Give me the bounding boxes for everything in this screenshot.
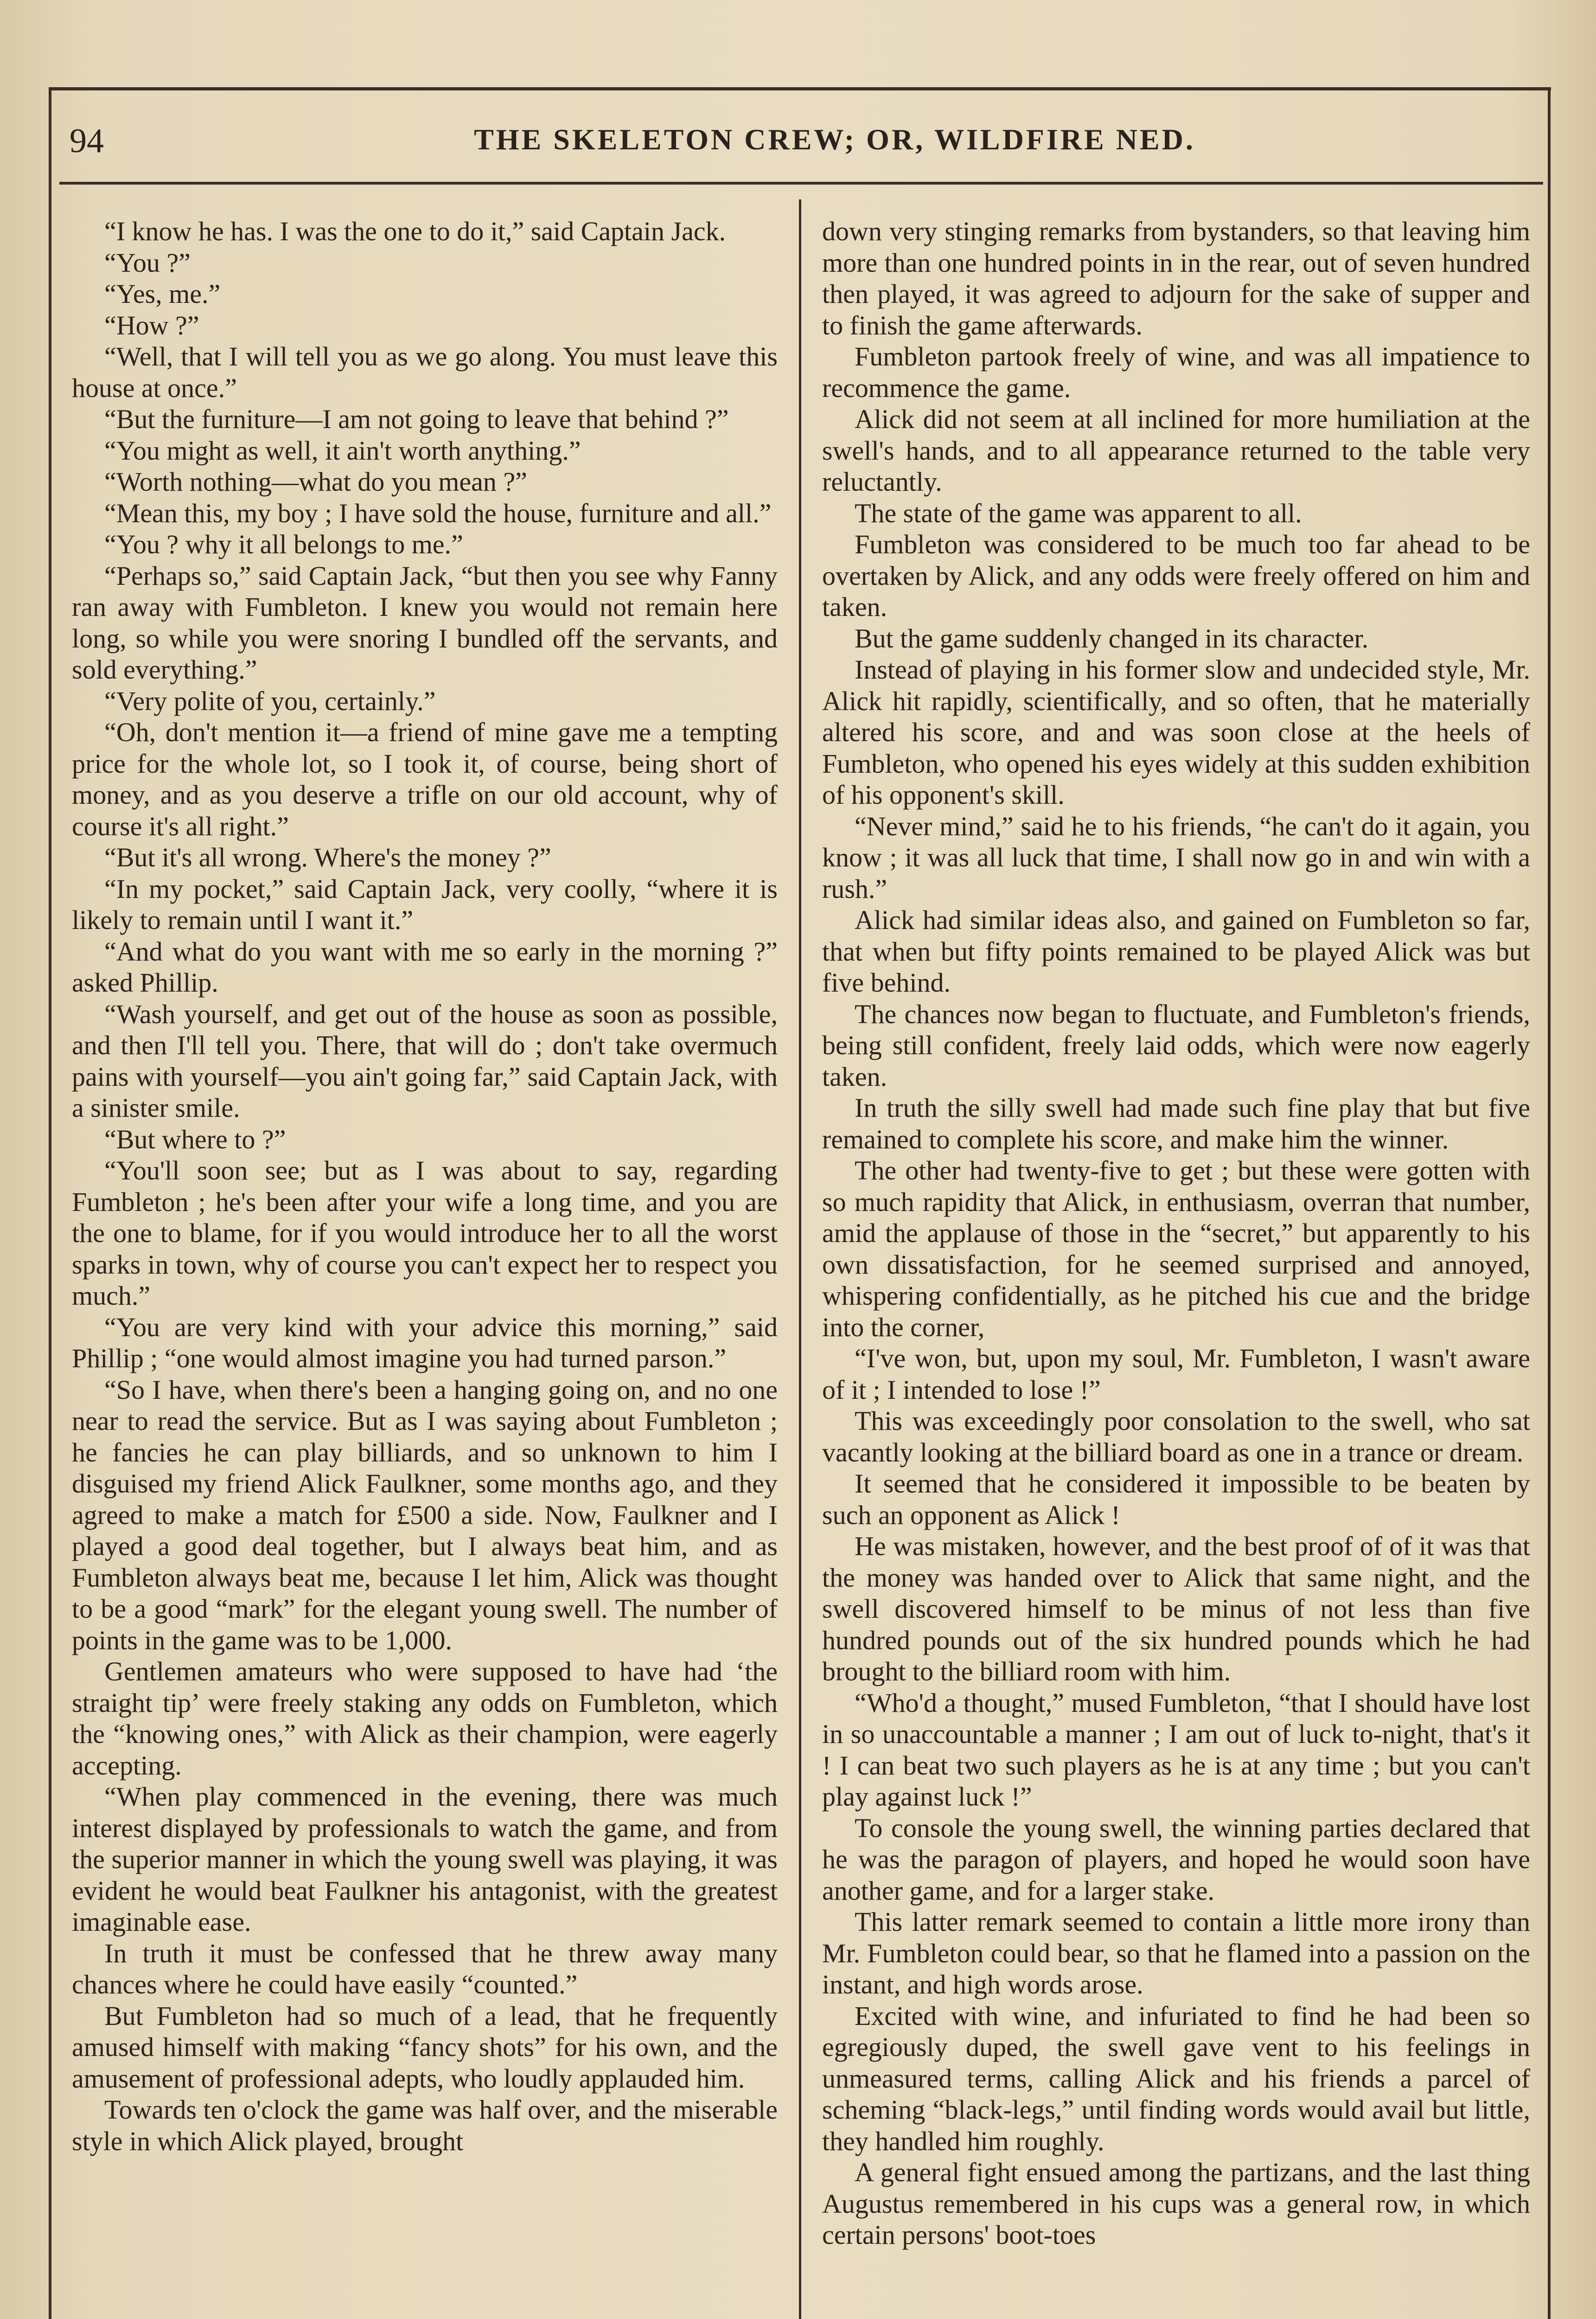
paragraph: Alick did not seem at all inclined for more humiliation at the swell's hands, and to all appearance returned to the table very reluctantly. — [822, 404, 1530, 497]
paragraph: Fumbleton was considered to be much too far ahead to be overtaken by Alick, and any odds were freely offered on him and taken. — [822, 529, 1530, 622]
paragraph: “Never mind,” said he to his friends, “he can't do it again, you know ; it was all luck that time, I shall now go in and win with a rush.” — [822, 811, 1530, 904]
paragraph: “You are very kind with your advice this morning,” said Phillip ; “one would almost imagine you had turned parson.” — [72, 1312, 778, 1373]
column-divider — [799, 199, 801, 2319]
paragraph: This latter remark seemed to contain a little more irony than Mr. Fumbleton could bear, so that he flamed into a passion on the instant, and high words arose. — [822, 1907, 1530, 1999]
paragraph: “But the furniture—I am not going to leave that behind ?” — [104, 404, 729, 434]
paragraph: “Very polite of you, certainly.” — [104, 685, 436, 716]
paragraph: “Who'd a thought,” mused Fumbleton, “that I should have lost in so unaccountable a manner ; I am out of luck to-night, that's it ! I can beat two such players as he is at any time ; but you can't play against luck !” — [822, 1687, 1530, 1812]
paragraph: “Well, that I will tell you as we go along. You must leave this house at once.” — [72, 341, 778, 403]
paragraph: In truth it must be confessed that he threw away many chances where he could have easily “counted.” — [72, 1938, 778, 1999]
paragraph: Instead of playing in his former slow and undecided style, Mr. Alick hit rapidly, scientifically, and so often, that he materially altered his score, and and was soon close at the heels of Fumbleton, who opened his eyes widely at this sudden exhibition of his opponent's skill. — [822, 654, 1530, 810]
paragraph: But the game suddenly changed in its character. — [855, 623, 1369, 653]
paragraph: “Oh, don't mention it—a friend of mine gave me a tempting price for the whole lot, so I took it, of course, being short of money, and as you deserve a trifle on our old account, why of course it's all right.” — [72, 717, 778, 841]
paragraph: “In my pocket,” said Captain Jack, very coolly, “where it is likely to remain until I want it.” — [72, 873, 778, 935]
paragraph: “You'll soon see; but as I was about to say, regarding Fumbleton ; he's been after your wife a long time, and you are the one to blame, for if you would introduce her to all the worst sparks in town, why of course you can't expect her to respect you much.” — [72, 1155, 778, 1311]
paragraph: Gentlemen amateurs who were supposed to have had ‘the straight tip’ were freely staking any odds on Fumbleton, which the “knowing ones,” with Alick as their champion, were eagerly accepting. — [72, 1656, 778, 1781]
paragraph: “But it's all wrong. Where's the money ?” — [104, 842, 551, 872]
paragraph: Alick had similar ideas also, and gained on Fumbleton so far, that when but fifty points remained to be played Alick was but five behind. — [822, 905, 1530, 998]
page-frame-right-rule — [1548, 87, 1551, 2319]
paragraph: “Wash yourself, and get out of the house as soon as possible, and then I'll tell you. There, that will do ; don't take overmuch pains with yourself—you ain't going far,” said Captain Jack, with a sinister smile. — [72, 999, 778, 1123]
paragraph: “And what do you want with me so early in the morning ?” asked Phillip. — [72, 936, 778, 998]
paragraph: Fumbleton partook freely of wine, and was all impatience to recommence the game. — [822, 341, 1530, 403]
paragraph: Towards ten o'clock the game was half over, and the miserable style in which Alick played, brought — [72, 2095, 778, 2156]
paragraph: To console the young swell, the winning parties declared that he was the paragon of players, and hoped he would soon have another game, and for a larger stake. — [822, 1813, 1530, 1906]
paragraph: This was exceedingly poor consolation to the swell, who sat vacantly looking at the billiard board as one in a trance or dream. — [822, 1406, 1530, 1467]
paragraph: He was mistaken, however, and the best proof of of it was that the money was handed over to Alick that same night, and the swell discovered himself to be minus of not less than five hundred pounds out of the six hundred pounds which he had brought to the billiard room with him. — [822, 1531, 1530, 1686]
left-text-column — [72, 216, 778, 2157]
paragraph: It seemed that he considered it impossible to be beaten by such an opponent as Alick ! — [822, 1468, 1530, 1530]
paragraph: “How ?” — [104, 310, 199, 340]
paragraph: The state of the game was apparent to all. — [855, 498, 1302, 528]
paragraph: “Worth nothing—what do you mean ?” — [104, 467, 527, 497]
page-frame-top-rule — [49, 87, 1551, 90]
page-number: 94 — [70, 122, 104, 160]
paragraph: down very stinging remarks from bystanders, so that leaving him more than one hundred points in in the rear, out of seven hundred then played, it was agreed to adjourn for the sake of supper and to finish the game afterwards. — [822, 216, 1530, 340]
paragraph: “Mean this, my boy ; I have sold the house, furniture and all.” — [104, 498, 772, 528]
paragraph: “I've won, but, upon my soul, Mr. Fumbleton, I wasn't aware of it ; I intended to lose !” — [822, 1343, 1530, 1405]
paragraph: In truth the silly swell had made such fine play that but five remained to complete his score, and make him the winner. — [822, 1093, 1530, 1154]
paragraph: “But where to ?” — [104, 1124, 286, 1154]
running-title: THE SKELETON CREW; OR, WILDFIRE NED. — [474, 123, 1195, 156]
paragraph: The other had twenty-five to get ; but these were gotten with so much rapidity that Alick, in enthusiasm, overran that number, amid the applause of those in the “secret,” but apparently to his own dissatisfaction, for he seemed surprised and annoyed, whispering confidentially, as he pitched his cue and the bridge into the corner, — [822, 1155, 1530, 1342]
header-rule — [59, 182, 1543, 185]
paragraph: A general fight ensued among the partizans, and the last thing Augustus remembered in his cups was a general row, in which certain persons' boot-toes — [822, 2157, 1530, 2250]
paragraph: “I know he has. I was the one to do it,” said Captain Jack. — [104, 216, 726, 246]
paragraph: Excited with wine, and infuriated to find he had been so egregiously duped, the swell gave vent to his feelings in unmeasured terms, calling Alick and his friends a parcel of scheming “black-legs,” until finding words would avail but little, they handled him roughly. — [822, 2000, 1530, 2156]
paragraph: “Yes, me.” — [104, 279, 221, 309]
paragraph: “Perhaps so,” said Captain Jack, “but then you see why Fanny ran away with Fumbleton. I knew you would not remain here long, so while you were snoring I bundled off the servants, and sold everything.” — [72, 560, 778, 685]
paragraph: “You ?” — [104, 247, 191, 278]
paragraph: The chances now began to fluctuate, and Fumbleton's friends, being still confident, freely laid odds, which were now eagerly taken. — [822, 999, 1530, 1092]
right-text-column — [822, 216, 1530, 2251]
paragraph: “You ? why it all belongs to me.” — [104, 529, 463, 559]
paragraph: “You might as well, it ain't worth anything.” — [104, 435, 581, 466]
paragraph: But Fumbleton had so much of a lead, that he frequently amused himself with making “fancy shots” for his own, and the amusement of professional adepts, who loudly applauded him. — [72, 2000, 778, 2094]
page-frame-left-rule — [49, 87, 51, 2319]
paragraph: “So I have, when there's been a hanging going on, and no one near to read the service. But as I was saying about Fumbleton ; he fancies he can play billiards, and so unknown to him I disguised my friend Alick Faulkner, some months ago, and they agreed to make a match for £500 a side. Now, Faulkner and I played a good deal together, but I always beat him, and as Fumbleton always beat me, because I let him, Alick was thought to be a good “mark” for the elegant young swell. The number of points in the game was to be 1,000. — [72, 1374, 778, 1655]
paragraph: “When play commenced in the evening, there was much interest displayed by professionals to watch the game, and from the superior manner in which the young swell was playing, it was evident he would beat Faulkner his antagonist, with the greatest imaginable ease. — [72, 1781, 778, 1937]
